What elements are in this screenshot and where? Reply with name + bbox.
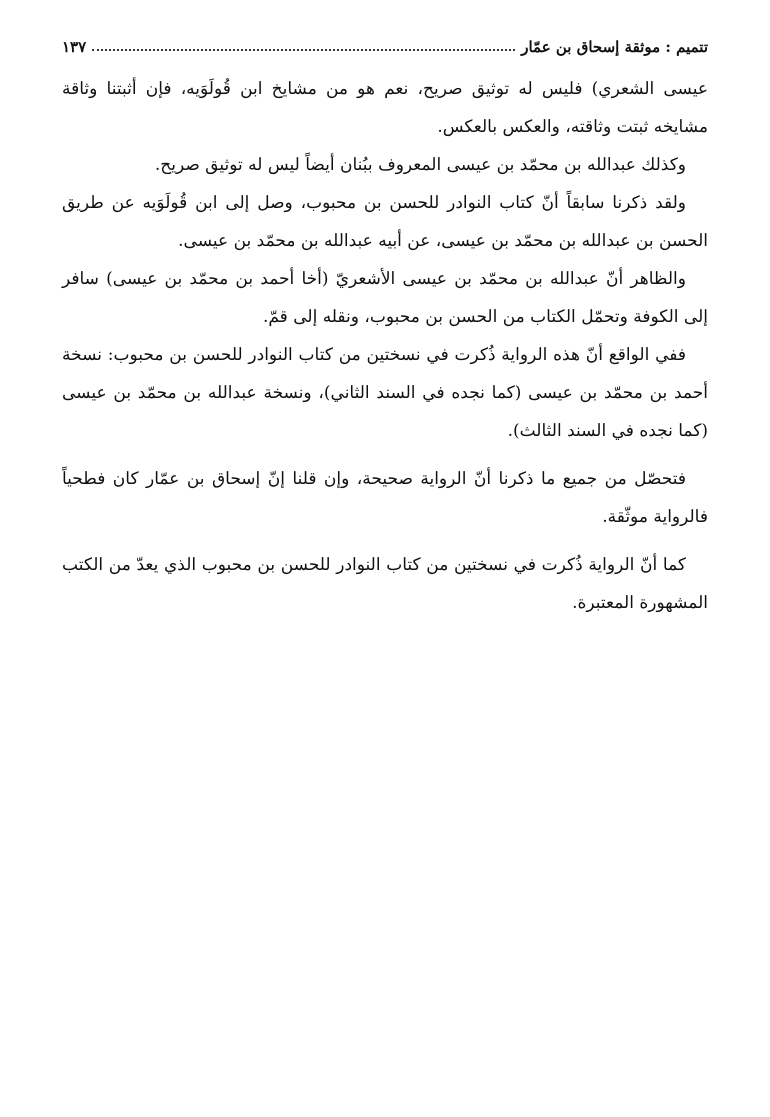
paragraph-5: ففي الواقع أنّ هذه الرواية ذُكرت في نسختين من كتاب النوادر للحسن بن محبوب: نسخة أحمد بن محمّد بن عيسى (كما نجده في السند الثاني)، ونسخة عبدالله بن محمّد بن عيسى (كما نجده في السند الثالث). (62, 345, 708, 441)
paragraph-7: كما أنّ الرواية ذُكرت في نسختين من كتاب النوادر للحسن بن محبوب الذي يعدّ من الكتب المشهورة المعتبرة. (62, 555, 708, 613)
page-number: ١٣٧ (62, 38, 87, 56)
running-header (62, 30, 708, 56)
paragraph-4: والظاهر أنّ عبدالله بن محمّد بن عيسى الأشعريّ (أخا أحمد بن محمّد بن عيسى) سافر إلى الكوفة وتحمّل الكتاب من الحسن بن محبوب، ونقله إلى قمّ. (62, 269, 708, 327)
paragraph-1: عيسى الشعري) فليس له توثيق صريح، نعم هو من مشايخ ابن قُولَوَيه، فإن أثبتنا وثاقة مشايخه ثبتت وثاقته، والعكس بالعكس. (62, 79, 708, 137)
paragraph-2: وكذلك عبدالله بن محمّد بن عيسى المعروف ببُنان أيضاً ليس له توثيق صريح. (154, 155, 686, 175)
header-dot-leader (92, 49, 515, 51)
paragraph-3: ولقد ذكرنا سابقاً أنّ كتاب النوادر للحسن بن محبوب، وصل إلى ابن قُولَوَيه عن طريق الحسن بن عبدالله بن محمّد بن عيسى، عن أبيه عبدالله بن محمّد بن عيسى. (62, 193, 708, 251)
paragraph-6: فتحصّل من جميع ما ذكرنا أنّ الرواية صحيحة، وإن قلنا إنّ إسحاق بن عمّار كان فطحياً فالرواية موثّقة. (62, 469, 708, 527)
header-title: تتميم : موثقة إسحاق بن عمّار (521, 38, 708, 56)
body-text (62, 70, 708, 622)
